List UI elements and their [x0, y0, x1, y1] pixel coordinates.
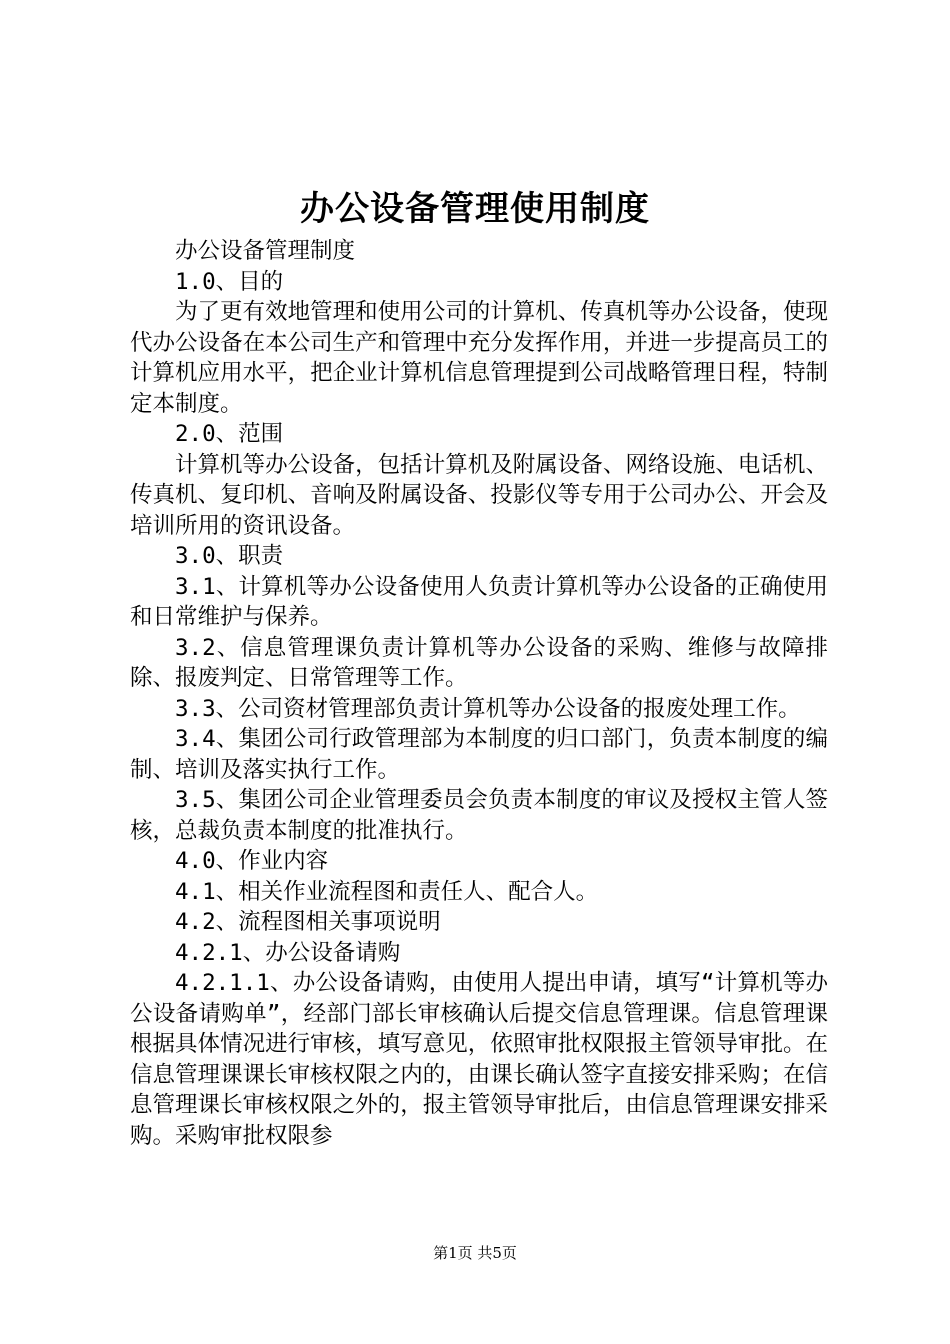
paragraph: 为了更有效地管理和使用公司的计算机、传真机等办公设备，使现代办公设备在本公司生产和管理中充分发挥作用，并进一步提高员工的计算机应用水平，把企业计算机信息管理提到公司战略管理日程，特制定本制度。 — [130, 299, 828, 417]
page-number-footer: 第1页 共5页 — [433, 1244, 517, 1262]
section-heading: 4.0、作业内容 — [175, 848, 329, 874]
paragraph: 办公设备管理制度 — [175, 238, 356, 264]
section-heading: 2.0、范围 — [175, 421, 284, 447]
paragraph: 计算机等办公设备，包括计算机及附属设备、网络设施、电话机、传真机、复印机、音响及附属设备、投影仪等专用于公司办公、开会及培训所用的资讯设备。 — [130, 451, 828, 539]
paragraph: 3.1、计算机等办公设备使用人负责计算机等办公设备的正确使用和日常维护与保养。 — [130, 573, 828, 630]
paragraph: 3.5、集团公司企业管理委员会负责本制度的审议及授权主管人签核，总裁负责本制度的批准执行。 — [130, 787, 828, 844]
paragraph: 4.1、相关作业流程图和责任人、配合人。 — [175, 878, 599, 905]
paragraph: 3.3、公司资材管理部负责计算机等办公设备的报废处理工作。 — [175, 695, 801, 722]
paragraph: 3.2、信息管理课负责计算机等办公设备的采购、维修与故障排除、报废判定、日常管理等工作。 — [130, 634, 828, 691]
section-heading: 1.0、目的 — [175, 268, 284, 295]
document-title: 办公设备管理使用制度 — [300, 189, 650, 229]
subsection-heading: 4.2.1、办公设备请购 — [175, 939, 401, 966]
paragraph: 4.2.1.1、办公设备请购，由使用人提出申请，填写“计算机等办公设备请购单”，经部门部长审核确认后提交信息管理课。信息管理课根据具体情况进行审核，填写意见，依照审批权限报主管领导审批。在信息管理课课长审核权限之内的，由课长确认签字直接安排采购；在信息管理课长审核权限之外的，报主管领导审批后，由信息管理课安排采购。采购审批权限参 — [130, 970, 828, 1149]
document-body — [130, 236, 828, 1151]
section-heading: 3.0、职责 — [175, 543, 284, 569]
paragraph: 4.2、流程图相关事项说明 — [175, 909, 441, 935]
paragraph: 3.4、集团公司行政管理部为本制度的归口部门，负责本制度的编制、培训及落实执行工作。 — [130, 726, 828, 783]
